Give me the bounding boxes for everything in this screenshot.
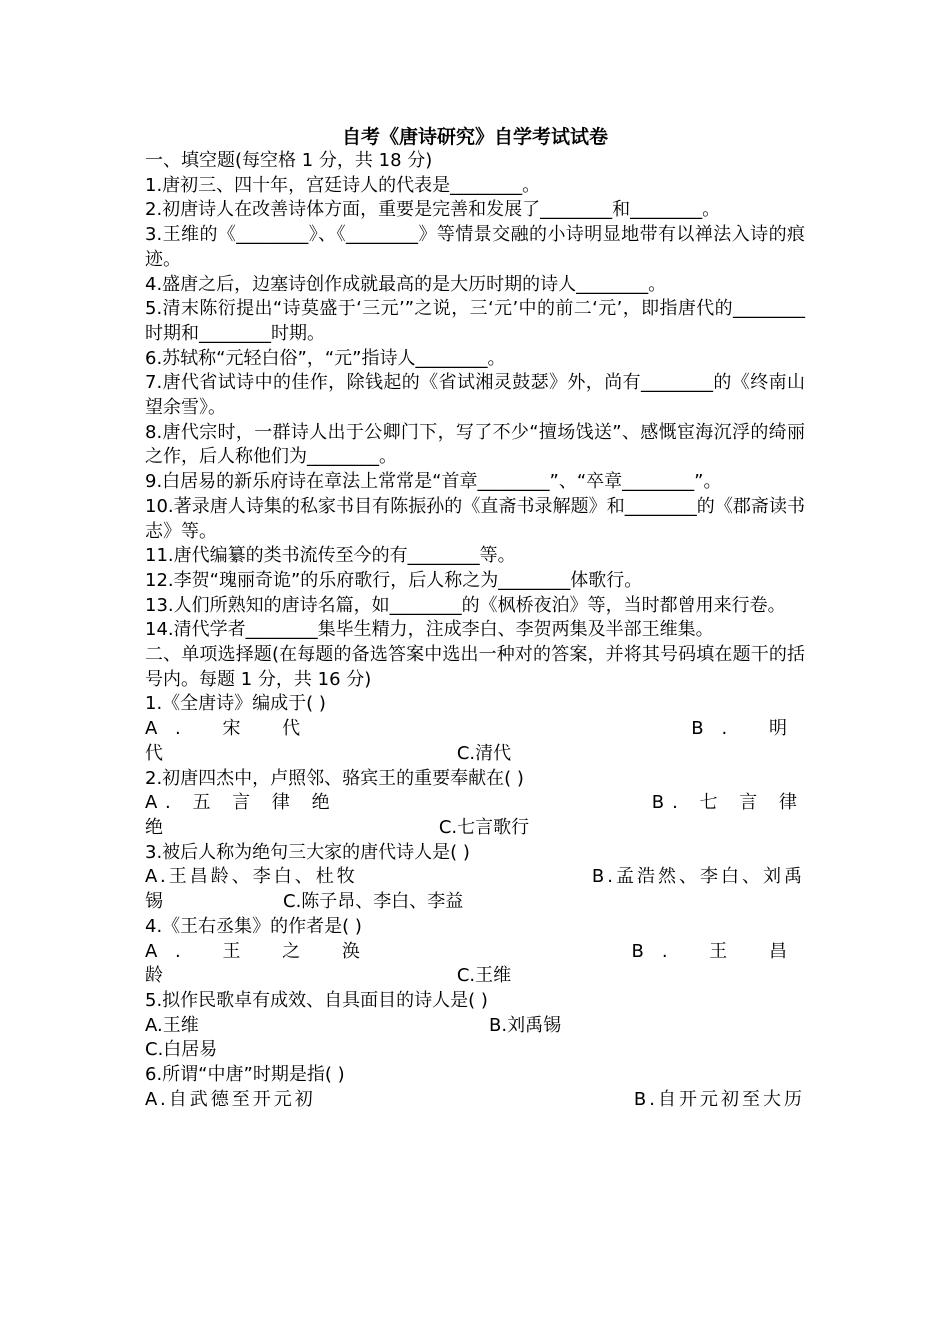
option-c: C.清代 [456, 742, 512, 764]
choice-question-3-options-line1 [145, 865, 805, 890]
option-b: B.刘禹锡 [489, 1014, 562, 1036]
fill-question-13: 13.人们所熟知的唐诗名篇，如________的《枫桥夜泊》等，当时都曾用来行卷。 [145, 594, 786, 616]
option-b-continued: 龄 [145, 965, 163, 987]
choice-question-6-options-line1 [145, 1088, 805, 1113]
choice-question-5-options-line1 [145, 1014, 805, 1039]
choice-question-1-stem: 1.《全唐诗》编成于( ) [145, 693, 326, 715]
fill-question-6: 6.苏轼称“元轻白俗”，“元”指诗人________。 [145, 347, 506, 369]
fill-question-7: 7.唐代省试诗中的佳作，除钱起的《省试湘灵鼓瑟》外，尚有________的《终南山望余雪》。 [145, 372, 805, 419]
fill-question-10: 10.著录唐人诗集的私家书目有陈振孙的《直斋书录解题》和________的《郡斋读书志》等。 [145, 495, 805, 542]
fill-question-1: 1.唐初三、四十年，宫廷诗人的代表是________。 [145, 174, 541, 196]
fill-question-5: 5.清末陈衍提出“诗莫盛于‘三元’”之说，三‘元’中的前二‘元’，即指唐代的________时期和________时期。 [145, 298, 805, 344]
option-b: B. 王 昌 [631, 940, 805, 962]
fill-question-14: 14.清代学者________集毕生精力，注成李白、李贺两集及半部王维集。 [145, 619, 714, 641]
option-b: B.孟浩然、李白、刘禹 [591, 866, 805, 888]
fill-question-11: 11.唐代编纂的类书流传至今的有________等。 [145, 545, 516, 567]
option-b-continued: 代 [145, 742, 163, 764]
choice-question-2-options-line2 [145, 816, 805, 841]
option-c: C.白居易 [145, 1039, 218, 1061]
fill-question-9: 9.白居易的新乐府诗在章法上常常是“首章________”、“卒章________”。 [145, 471, 722, 493]
choice-question-6-stem: 6.所谓“中唐”时期是指( ) [145, 1064, 345, 1086]
option-a: A. 宋 代 [145, 718, 319, 740]
option-c: C.陈子昂、李白、李益 [283, 891, 464, 913]
option-b: B.自开元初至大历 [633, 1088, 805, 1110]
choice-question-5-stem: 5.拟作民歌卓有成效、自具面目的诗人是( ) [145, 989, 488, 1011]
choice-question-4-stem: 4.《王右丞集》的作者是( ) [145, 915, 362, 937]
choice-question-4-options-line2 [145, 964, 805, 989]
fill-question-12: 12.李贺“瑰丽奇诡”的乐府歌行，后人称之为________体歌行。 [145, 569, 643, 591]
option-a: A. 王 之 涣 [145, 940, 378, 962]
page-title: 自考《唐诗研究》自学考试试卷 [341, 126, 608, 148]
choice-question-3-options-line2 [145, 890, 805, 915]
choice-question-2-options-line1 [145, 791, 805, 816]
choice-question-1-options-line1 [145, 717, 805, 742]
option-c: C.王维 [456, 965, 512, 987]
fill-question-4: 4.盛唐之后，边塞诗创作成就最高的是大历时期的诗人________。 [145, 273, 667, 295]
option-a: A.自武德至开元初 [145, 1088, 316, 1110]
choice-question-3-stem: 3.被后人称为绝句三大家的唐代诗人是( ) [145, 841, 470, 863]
fill-question-2: 2.初唐诗人在改善诗体方面，重要是完善和发展了________和________。 [145, 199, 721, 221]
section1-heading: 一、填空题(每空格 1 分，共 18 分) [145, 150, 433, 171]
fill-question-3: 3.王维的《________》、《________》等情景交融的小诗明显地带有以禅法入诗的痕迹。 [145, 224, 805, 270]
option-c: C.七言歌行 [438, 816, 530, 838]
section2-heading: 二、单项选择题(在每题的备选答案中选出一种对的答案，并将其号码填在题干的括号内。每题 1 分，共 16 分) [145, 644, 805, 690]
option-b-continued: 锡 [145, 891, 163, 913]
option-a: A. 五 言 律 绝 [145, 792, 338, 814]
option-b: B. 明 [691, 718, 805, 740]
option-a: A.王维 [145, 1014, 199, 1036]
exam-content [145, 149, 805, 1112]
option-a: A.王昌龄、李白、杜牧 [145, 866, 358, 888]
fill-question-8: 8.唐代宗时，一群诗人出于公卿门下，写了不少“擅场饯送”、感慨宦海沉浮的绮丽之作，后人称他们为________。 [145, 421, 805, 468]
choice-question-2-stem: 2.初唐四杰中，卢照邻、骆宾王的重要奉献在( ) [145, 767, 524, 789]
option-b-continued: 绝 [145, 816, 163, 838]
choice-question-1-options-line2 [145, 742, 805, 767]
choice-question-4-options-line1 [145, 940, 805, 965]
option-b: B. 七 言 律 [651, 792, 805, 814]
